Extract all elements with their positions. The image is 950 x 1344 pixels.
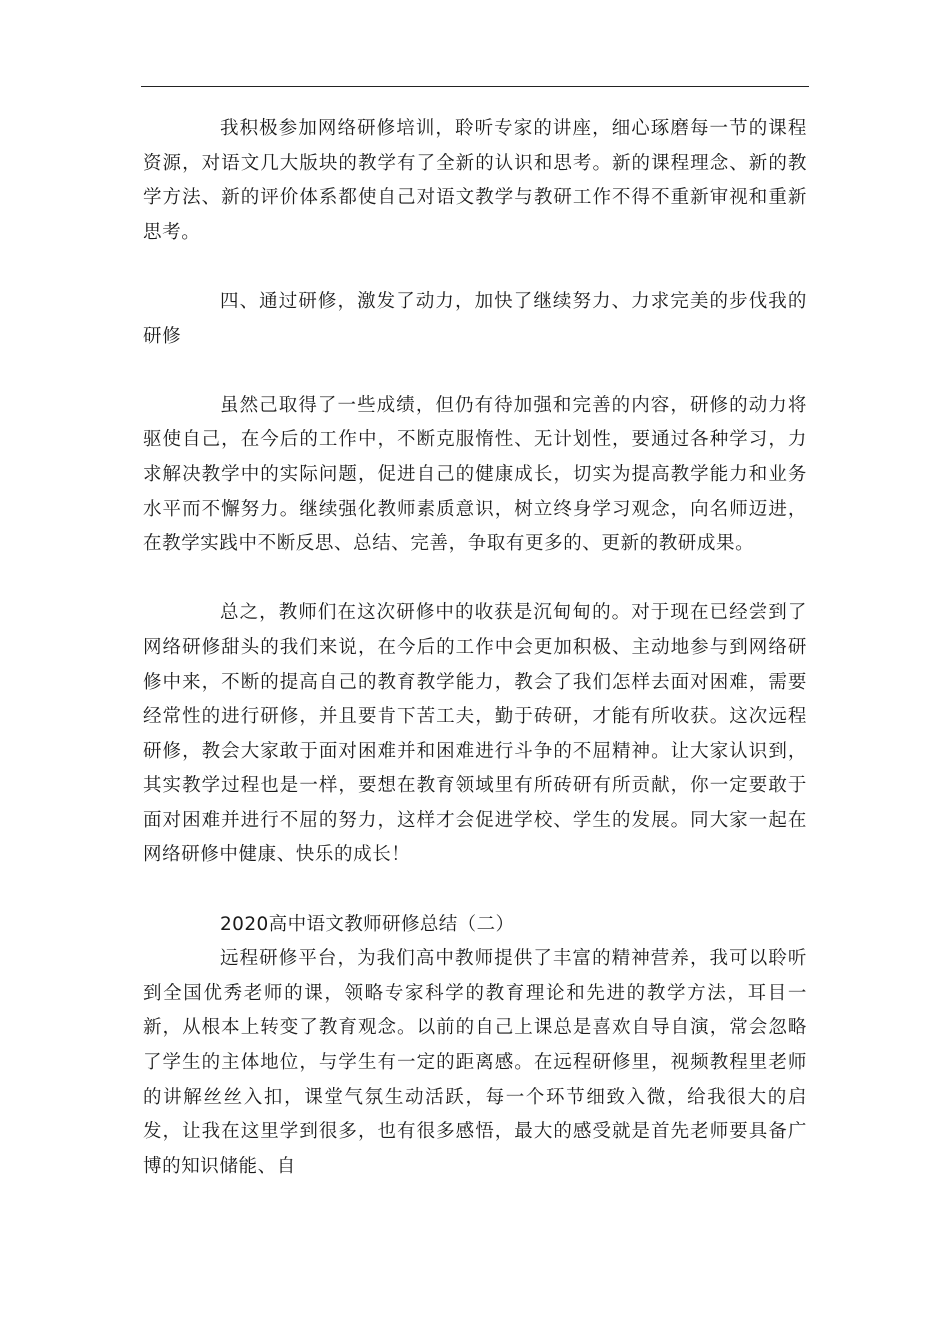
section-title: 2020高中语文教师研修总结（二） xyxy=(220,913,515,935)
paragraph-research-training: 我积极参加网络研修培训，聆听专家的讲座，细心琢磨每一节的课程资源，对语文几大版块的教学有了全新的认识和思考。新的课程理念、新的教学方法、新的评价体系都使自己对语文教学与教研工作不得不重新审视和重新思考。 xyxy=(143,118,807,243)
header-rule xyxy=(141,86,809,87)
paragraph-section-four-heading: 四、通过研修，激发了动力，加快了继续努力、力求完美的步伐我的研修 xyxy=(143,290,807,347)
paragraph-conclusion: 总之，教师们在这次研修中的收获是沉甸甸的。对于现在已经尝到了网络研修甜头的我们来说，在今后的工作中会更加积极、主动地参与到网络研修中来，不断的提高自己的教育教学能力，教会了我们怎样去面对困难，需要经常性的进行研修，并且要肯下苦工夫，勤于砖研，才能有所收获。这次远程研修，教会大家敢于面对困难并和困难进行斗争的不屈精神。让大家认识到，其实教学过程也是一样，要想在教育领域里有所砖研有所贡献，你一定要敢于面对困难并进行不屈的努力，这样才会促进学校、学生的发展。同大家一起在网络研修中健康、快乐的成长！ xyxy=(143,602,807,866)
document-body xyxy=(143,112,807,1184)
paragraph-continuing-effort: 虽然己取得了一些成绩，但仍有待加强和完善的内容，研修的动力将驱使自己，在今后的工作中，不断克服惰性、无计划性，要通过各种学习，力求解决教学中的实际问题，促进自己的健康成长，切实为提高教学能力和业务水平而不懈努力。继续强化教师素质意识，树立终身学习观念，向名师迈进，在教学实践中不断反思、总结、完善，争取有更多的、更新的教研成果。 xyxy=(143,394,807,555)
paragraph-remote-platform: 远程研修平台，为我们高中教师提供了丰富的精神营养，我可以聆听到全国优秀老师的课，领略专家科学的教育理论和先进的教学方法，耳目一新，从根本上转变了教育观念。以前的自己上课总是喜欢自导自演，常会忽略了学生的主体地位，与学生有一定的距离感。在远程研修里，视频教程里老师的讲解丝丝入扣，课堂气氛生动活跃，每一个环节细致入微，给我很大的启发，让我在这里学到很多，也有很多感悟，最大的感受就是首先老师要具备广博的知识储能、自 xyxy=(143,948,807,1177)
